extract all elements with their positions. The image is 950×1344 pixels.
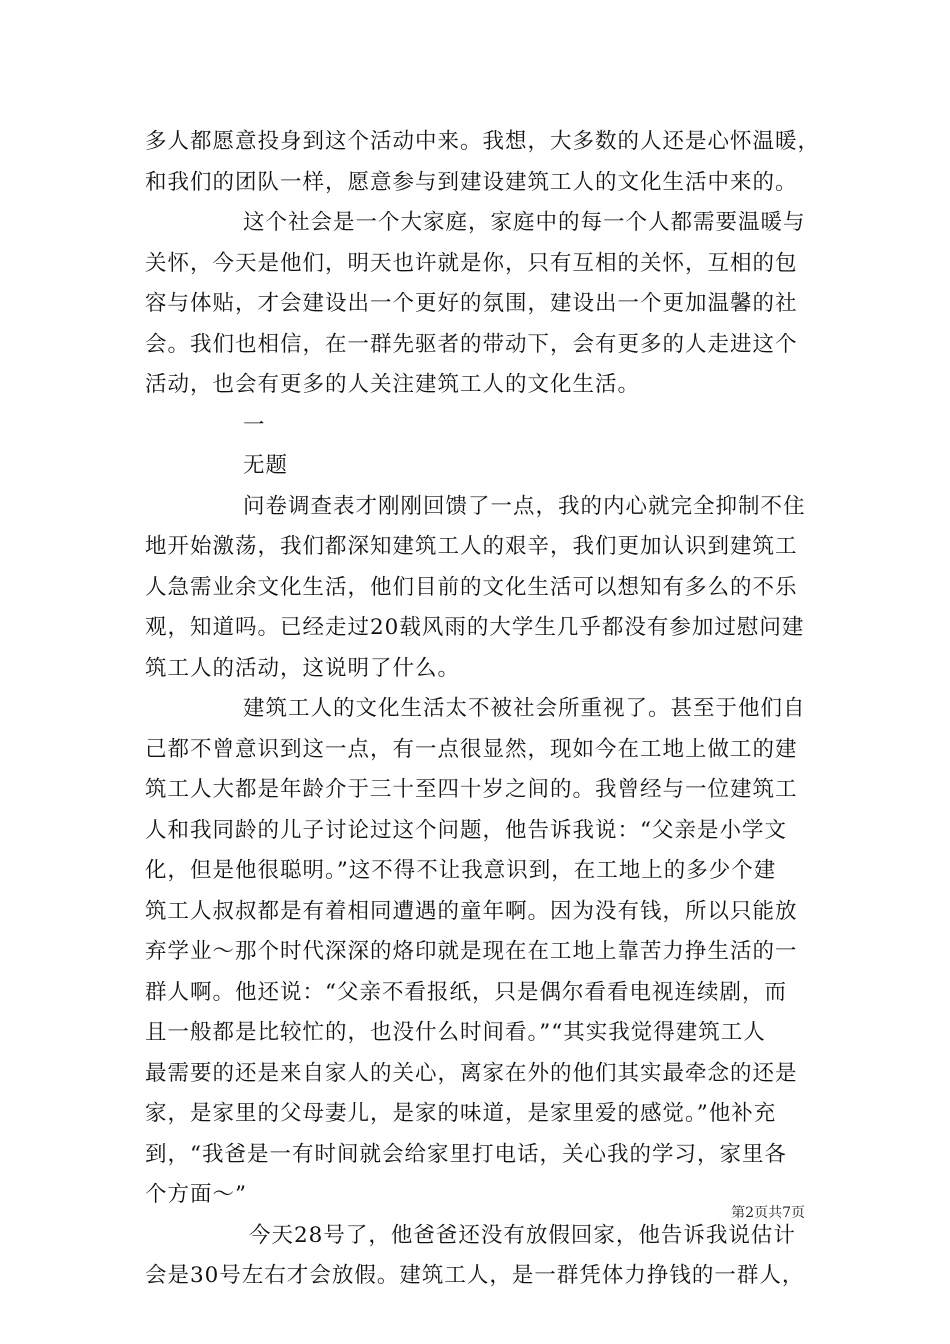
text-line: 容与体贴，才会建设出一个更好的氛围，建设出一个更加温馨的社 (145, 291, 798, 316)
text-line: 人急需业余文化生活，他们目前的文化生活可以想知有多么的不乐 (145, 574, 798, 600)
text-line: 筑工人大都是年龄介于三十至四十岁之间的。我曾经与一位建筑工 (145, 777, 798, 802)
body-text (145, 122, 821, 1297)
text-line: 筑工人叔叔都是有着相同遭遇的童年啊。因为没有钱，所以只能放 (145, 898, 798, 924)
paragraph-start-line: 建筑工人的文化生活太不被社会所重视了。甚至于他们自 (243, 696, 806, 721)
text-line: 且一般都是比较忙的，也没什么时间看。”“其实我觉得建筑工人 (145, 1020, 766, 1045)
text-line: 地开始激荡，我们都深知建筑工人的艰辛，我们更加认识到建筑工 (145, 534, 798, 559)
paragraph-start-line: 问卷调查表才刚刚回馈了一点，我的内心就完全抑制不住 (243, 493, 806, 519)
text-line: 个方面～” (145, 1182, 247, 1207)
text-line: 弃学业～那个时代深深的烙印就是现在在工地上靠苦力挣生活的一 (145, 939, 798, 964)
section-title: 无题 (243, 453, 289, 478)
text-line: 己都不曾意识到这一点，有一点很显然，现如今在工地上做工的建 (145, 736, 798, 762)
text-line: 观，知道吗。已经走过20载风雨的大学生几乎都没有参加过慰问建 (145, 615, 805, 640)
text-line: 到，“我爸是一有时间就会给家里打电话，关心我的学习，家里各 (145, 1141, 787, 1167)
text-line: 活动，也会有更多的人关注建筑工人的文化生活。 (145, 372, 641, 397)
text-line: 会是30号左右才会放假。建筑工人，是一群凭体力挣钱的一群人， (145, 1263, 805, 1288)
text-line: 人和我同龄的儿子讨论过这个问题，他告诉我说：“父亲是小学文 (145, 817, 787, 843)
text-line: 多人都愿意投身到这个活动中来。我想，大多数的人还是心怀温暖， (145, 129, 821, 154)
separator-mark: 一 (243, 412, 266, 438)
text-line: 筑工人的活动，这说明了什么。 (145, 655, 461, 681)
text-line: 和我们的团队一样，愿意参与到建设建筑工人的文化生活中来的。 (145, 169, 798, 195)
text-line: 家，是家里的父母妻儿，是家的味道，是家里爱的感觉。”他补充 (145, 1101, 777, 1126)
text-line: 群人啊。他还说：“父亲不看报纸，只是偶尔看看电视连续剧，而 (145, 979, 787, 1005)
text-line: 最需要的还是来自家人的关心，离家在外的他们其实最牵念的还是 (145, 1060, 798, 1086)
paragraph-start-line: 今天28号了，他爸爸还没有放假回家，他告诉我说估计 (249, 1222, 796, 1248)
paragraph-start-line: 这个社会是一个大家庭，家庭中的每一个人都需要温暖与 (243, 210, 806, 235)
text-line: 会。我们也相信，在一群先驱者的带动下，会有更多的人走进这个 (145, 331, 798, 357)
text-line: 关怀，今天是他们，明天也许就是你，只有互相的关怀，互相的包 (145, 250, 798, 276)
text-line: 化，但是他很聪明。”这不得不让我意识到，在工地上的多少个建 (145, 858, 777, 883)
page-number-footer: 第2页共7页 (731, 1205, 805, 1221)
